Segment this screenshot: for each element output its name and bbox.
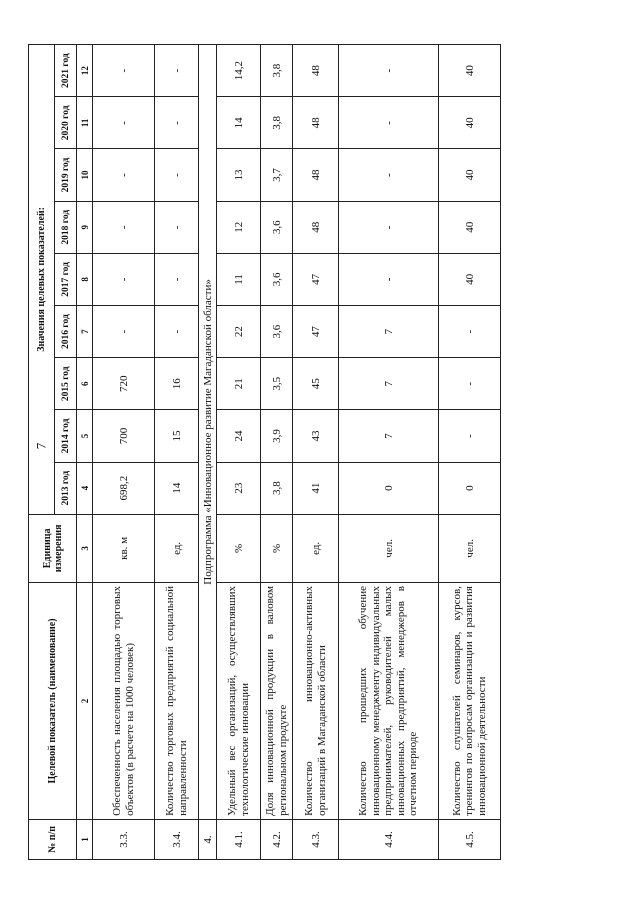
- value-cell: 40: [439, 201, 501, 253]
- table-row: [155, 45, 199, 860]
- row-num: 4.3.: [293, 819, 339, 859]
- column-index: 8: [77, 253, 93, 305]
- value-cell: 48: [293, 201, 339, 253]
- value-cell: 700: [93, 410, 155, 462]
- value-cell: 3,6: [261, 253, 293, 305]
- row-num: 4.5.: [439, 819, 501, 859]
- value-cell: 15: [155, 410, 199, 462]
- value-cell: 3,5: [261, 358, 293, 410]
- value-cell: -: [155, 149, 199, 201]
- value-cell: 41: [293, 462, 339, 514]
- unit-cell: чел.: [439, 514, 501, 582]
- value-cell: 40: [439, 97, 501, 149]
- column-index: 6: [77, 358, 93, 410]
- unit-cell: ед.: [293, 514, 339, 582]
- value-cell: 3,8: [261, 462, 293, 514]
- value-cell: -: [339, 149, 439, 201]
- col-values-header: Значения целевых показателей:: [29, 45, 55, 515]
- indicator-name: Количество слушателей семинаров, курсов, тренингов по вопросам организации и развития инновационной деятельности: [439, 583, 501, 820]
- col-name-header: Целевой показатель (наименование): [29, 583, 77, 820]
- column-index: 9: [77, 201, 93, 253]
- column-index: 2: [77, 583, 93, 820]
- value-cell: 48: [293, 97, 339, 149]
- value-cell: 0: [339, 462, 439, 514]
- year-header: 2018 год: [55, 201, 77, 253]
- year-header: 2016 год: [55, 306, 77, 358]
- subprogram-num: 4.: [199, 819, 217, 859]
- value-cell: -: [93, 253, 155, 305]
- value-cell: -: [439, 410, 501, 462]
- indicator-name: Обеспеченность населения площадью торговых объектов (в расчете на 1000 человек): [93, 583, 155, 820]
- column-index: 11: [77, 97, 93, 149]
- value-cell: 14: [217, 97, 261, 149]
- value-cell: -: [155, 306, 199, 358]
- value-cell: -: [93, 149, 155, 201]
- column-index: 7: [77, 306, 93, 358]
- value-cell: -: [155, 253, 199, 305]
- column-index: 10: [77, 149, 93, 201]
- value-cell: 14: [155, 462, 199, 514]
- value-cell: 3,8: [261, 97, 293, 149]
- value-cell: -: [93, 201, 155, 253]
- unit-cell: ед.: [155, 514, 199, 582]
- value-cell: 0: [439, 462, 501, 514]
- indicators-table-sheet: [28, 44, 556, 860]
- indicators-table: [28, 44, 501, 860]
- value-cell: 24: [217, 410, 261, 462]
- column-index: 4: [77, 462, 93, 514]
- value-cell: -: [339, 253, 439, 305]
- year-header: 2014 год: [55, 410, 77, 462]
- value-cell: 698,2: [93, 462, 155, 514]
- value-cell: -: [439, 306, 501, 358]
- unit-cell: чел.: [339, 514, 439, 582]
- table-row: [261, 45, 293, 860]
- table-row: [293, 45, 339, 860]
- value-cell: 3,7: [261, 149, 293, 201]
- value-cell: 40: [439, 45, 501, 97]
- year-header: 2021 год: [55, 45, 77, 97]
- column-index: 12: [77, 45, 93, 97]
- column-index-row: [77, 45, 93, 860]
- value-cell: 47: [293, 253, 339, 305]
- page-number: 7: [33, 442, 49, 450]
- indicator-name: Количество инновационно-активных организаций в Магаданской области: [293, 583, 339, 820]
- value-cell: 21: [217, 358, 261, 410]
- row-num: 4.2.: [261, 819, 293, 859]
- col-num-header: № п/п: [29, 819, 77, 859]
- value-cell: -: [155, 97, 199, 149]
- value-cell: 3,9: [261, 410, 293, 462]
- value-cell: 3,6: [261, 201, 293, 253]
- value-cell: -: [93, 97, 155, 149]
- subprogram-row: [199, 45, 217, 860]
- unit-cell: кв. м: [93, 514, 155, 582]
- subprogram-title: Подпрограмма «Инновационное развитие Магаданской области»: [199, 45, 217, 820]
- row-num: 4.4.: [339, 819, 439, 859]
- year-header: 2013 год: [55, 462, 77, 514]
- value-cell: 11: [217, 253, 261, 305]
- value-cell: -: [439, 358, 501, 410]
- value-cell: 40: [439, 253, 501, 305]
- value-cell: -: [339, 45, 439, 97]
- row-num: 3.3.: [93, 819, 155, 859]
- value-cell: 22: [217, 306, 261, 358]
- value-cell: 7: [339, 410, 439, 462]
- value-cell: -: [339, 97, 439, 149]
- value-cell: 45: [293, 358, 339, 410]
- col-unit-header: Единица измерения: [29, 514, 77, 582]
- value-cell: 3,6: [261, 306, 293, 358]
- indicator-name: Количество прошедших обучение инновационному менеджменту индивидуальных предпринимателей, руководителей малых инновационных предприятий, менеджеров в отчетном периоде: [339, 583, 439, 820]
- value-cell: 43: [293, 410, 339, 462]
- unit-cell: %: [261, 514, 293, 582]
- value-cell: 40: [439, 149, 501, 201]
- table-row: [217, 45, 261, 860]
- value-cell: 7: [339, 358, 439, 410]
- value-cell: 16: [155, 358, 199, 410]
- indicator-name: Количество торговых предприятий социальной направленности: [155, 583, 199, 820]
- unit-cell: %: [217, 514, 261, 582]
- column-index: 3: [77, 514, 93, 582]
- value-cell: -: [339, 201, 439, 253]
- table-row: [339, 45, 439, 860]
- value-cell: 13: [217, 149, 261, 201]
- table-row: [439, 45, 501, 860]
- value-cell: -: [93, 306, 155, 358]
- year-header: 2019 год: [55, 149, 77, 201]
- row-num: 3.4.: [155, 819, 199, 859]
- value-cell: 7: [339, 306, 439, 358]
- year-header: 2020 год: [55, 97, 77, 149]
- indicator-name: Удельный вес организаций, осуществлявших технологические инновации: [217, 583, 261, 820]
- value-cell: 48: [293, 149, 339, 201]
- value-cell: -: [155, 201, 199, 253]
- indicator-name: Доля инновационной продукции в валовом региональном продукте: [261, 583, 293, 820]
- value-cell: 720: [93, 358, 155, 410]
- value-cell: -: [93, 45, 155, 97]
- value-cell: 12: [217, 201, 261, 253]
- value-cell: 3,8: [261, 45, 293, 97]
- value-cell: -: [155, 45, 199, 97]
- year-header: 2017 год: [55, 253, 77, 305]
- column-index: 5: [77, 410, 93, 462]
- value-cell: 23: [217, 462, 261, 514]
- column-index: 1: [77, 819, 93, 859]
- row-num: 4.1.: [217, 819, 261, 859]
- table-row: [93, 45, 155, 860]
- value-cell: 14,2: [217, 45, 261, 97]
- value-cell: 47: [293, 306, 339, 358]
- value-cell: 48: [293, 45, 339, 97]
- year-header: 2015 год: [55, 358, 77, 410]
